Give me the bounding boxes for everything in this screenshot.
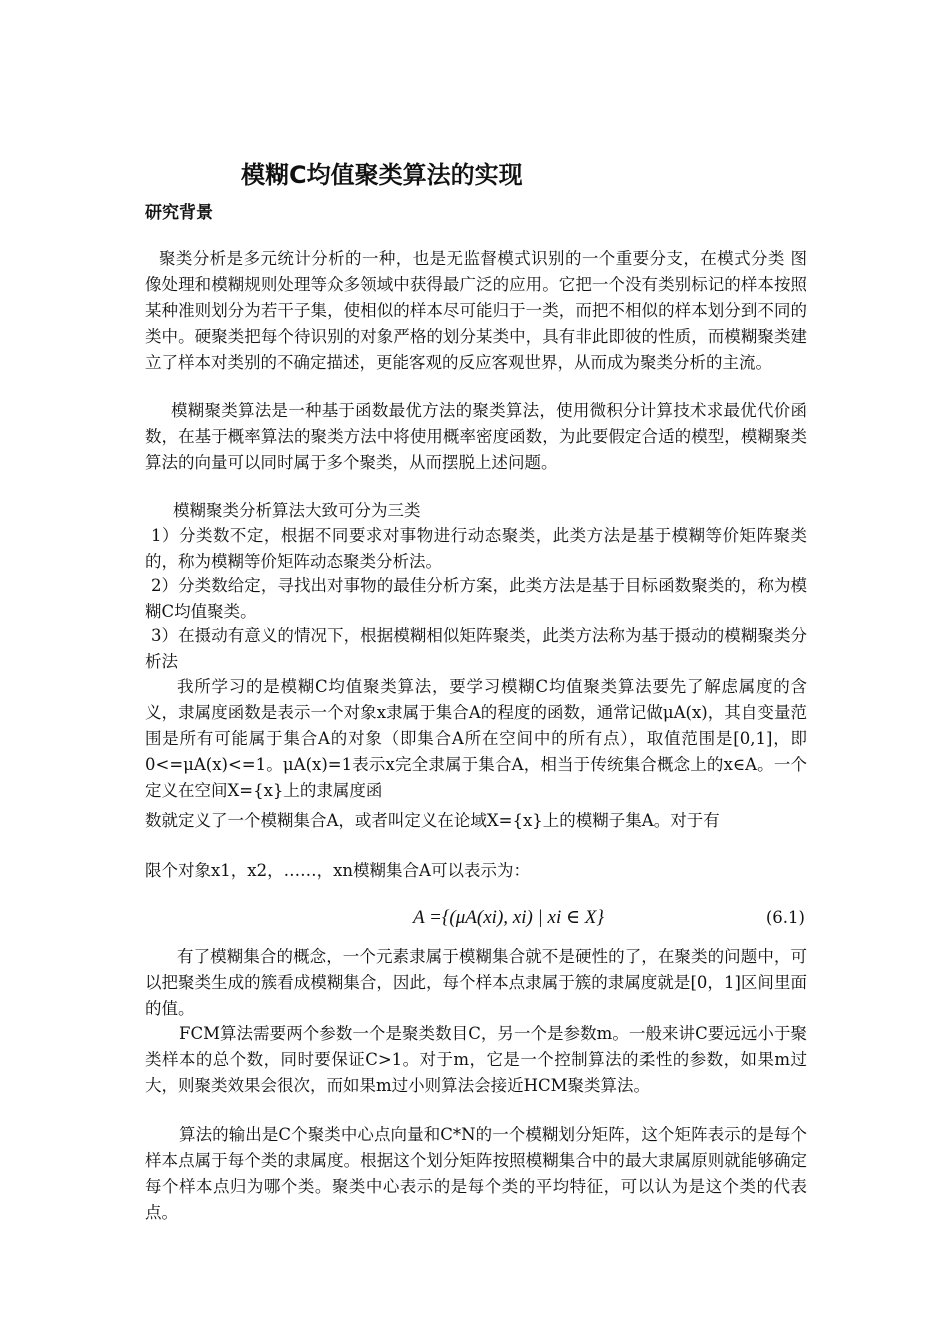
paragraph-fuzzy-clustering: 模糊聚类算法是一种基于函数最优方法的聚类算法，使用微积分计算技术求最优代价函数，在基于概率算法的聚类方法中将使用概率密度函数，为此要假定合适的模型，模糊聚类算法的向量可以同时属于多个聚类，从而摆脱上述问题。 bbox=[145, 401, 807, 472]
list-item-category-3: 3）在摄动有意义的情况下，根据模糊相似矩阵聚类，此类方法称为基于摄动的模糊聚类分析法 bbox=[145, 626, 807, 671]
paragraph-clustering-intro: 聚类分析是多元统计分析的一种，也是无监督模式识别的一个重要分支，在模式分类 图像处理和模糊规则处理等众多领域中获得最广泛的应用。它把一个没有类别标记的样本按照某种准则划分为若干子集，使相似的样本尽可能归于一类，而把不相似的样本划分到不同的类中。硬聚类把每个待识别的对象严格的划分某类中，具有非此即彼的性质，而模糊聚类建立了样本对类别的不确定描述，更能客观的反应客观世界，从而成为聚类分析的主流。 bbox=[145, 249, 807, 372]
section-heading: 研究背景 bbox=[145, 203, 213, 223]
paragraph-membership-intro: 我所学习的是模糊C均值聚类算法，要学习模糊C均值聚类算法要先了解虑属度的含义，隶属度函数是表示一个对象x隶属于集合A的程度的函数，通常记做μA(x)，其自变量范围是所有可能属于集合A的对象（即集合A所在空间中的所有点），取值范围是[0,1]，即0<=μA(x)<=1。μA(x)=1表示x完全隶属于集合A，相当于传统集合概念上的x∈A。一个定义在空间X={x}上的隶属度函 bbox=[145, 677, 807, 800]
list-item-category-2: 2）分类数给定，寻找出对事物的最佳分析方案，此类方法是基于目标函数聚类的，称为模糊C均值聚类。 bbox=[145, 576, 807, 621]
paragraph-three-categories: 模糊聚类分析算法大致可分为三类 bbox=[173, 501, 421, 520]
paragraph-fuzzy-membership-concept: 有了模糊集合的概念，一个元素隶属于模糊集合就不是硬性的了，在聚类的问题中，可以把聚类生成的簇看成模糊集合，因此，每个样本点隶属于簇的隶属度就是[0，1]区间里面的值。 bbox=[145, 947, 807, 1018]
page-title: 模糊C均值聚类算法的实现 bbox=[241, 161, 523, 189]
fuzzy-set-formula: A ={(μA(xi), xi) | xi ∈ X} bbox=[413, 907, 605, 928]
equation-6-1 bbox=[145, 900, 807, 940]
paragraph-fcm-parameters: FCM算法需要两个参数一个是聚类数目C，另一个是参数m。一般来讲C要远远小于聚类样本的总个数，同时要保证C>1。对于m，它是一个控制算法的柔性的参数，如果m过大，则聚类效果会很次，而如果m过小则算法会接近HCM聚类算法。 bbox=[145, 1024, 807, 1095]
list-item-category-1: 1）分类数不定，根据不同要求对事物进行动态聚类，此类方法是基于模糊等价矩阵聚类的，称为模糊等价矩阵动态聚类分析法。 bbox=[145, 526, 807, 571]
paragraph-finite-objects: 限个对象x1，x2，……，xn模糊集合A可以表示为： bbox=[145, 861, 530, 880]
paragraph-algorithm-output: 算法的输出是C个聚类中心点向量和C*N的一个模糊划分矩阵，这个矩阵表示的是每个样本点属于每个类的隶属度。根据这个划分矩阵按照模糊集合中的最大隶属原则就能够确定每个样本点归为哪个类。聚类中心表示的是每个类的平均特征，可以认为是这个类的代表点。 bbox=[145, 1125, 807, 1222]
equation-number: (6.1) bbox=[765, 908, 805, 927]
paragraph-fuzzy-set-definition: 数就定义了一个模糊集合A，或者叫定义在论域X={x}上的模糊子集A。对于有 bbox=[145, 811, 720, 830]
